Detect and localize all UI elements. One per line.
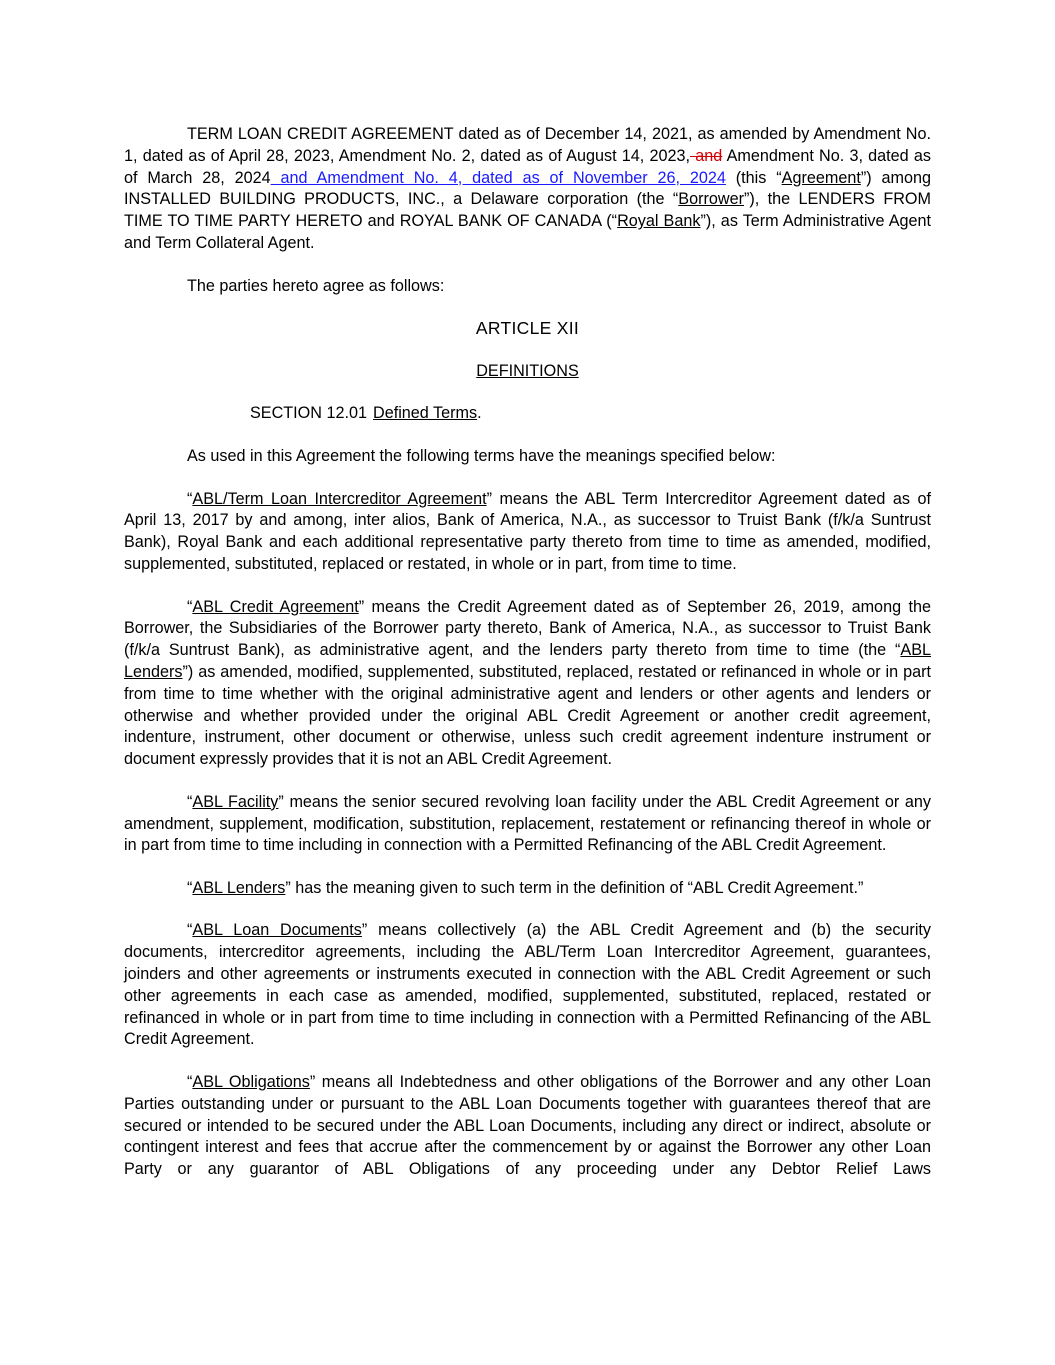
quote-open: “ bbox=[187, 878, 193, 897]
definition-abl-loan-documents bbox=[124, 920, 931, 1051]
defined-term-inline: ABL Lenders bbox=[124, 641, 931, 681]
definition-abl-obligations bbox=[124, 1072, 931, 1181]
deleted-text: and bbox=[690, 146, 723, 165]
definition-abl-lenders bbox=[124, 878, 931, 900]
definition-body: ” means all Indebtedness and other obligations of the Borrower and any other Loan Parties outstanding under or pursuant to the ABL Loan Documents together with guarantees thereof that are secured or intended to be secured under the ABL Loan Documents, including any direct or indirect, absolute or contingent interest and fees that accrue after the commencement by or against the Borrower any other Loan Party or any guarantor of ABL Obligations of any proceeding under any Debtor Relief Laws bbox=[124, 1073, 931, 1179]
defined-term: ABL Loan Documents bbox=[192, 921, 362, 940]
definition-body: ” means the Credit Agreement dated as of September 26, 2019, among the Borrower, the Subsidiaries of the Borrower party thereto, Bank of America, N.A., as successor to Truist Bank (f/k/a Suntrust Bank), as administrative agent, and the lenders party thereto from time to time (the “ bbox=[124, 597, 931, 660]
definition-abl-credit-agreement bbox=[124, 597, 931, 771]
quote-open: “ bbox=[187, 489, 193, 508]
defined-term: ABL Obligations bbox=[192, 1073, 310, 1092]
defined-term: ABL Lenders bbox=[192, 878, 286, 897]
preamble-text: ”) among INSTALLED BUILDING PRODUCTS, INC., a Delaware corporation (the “ bbox=[124, 168, 932, 209]
defined-term-royal-bank: Royal Bank bbox=[617, 212, 701, 231]
preamble-text: ”), the LENDERS FROM TIME TO TIME PARTY HERETO and ROYAL BANK OF CANADA (“ bbox=[124, 190, 931, 231]
quote-open: “ bbox=[187, 1073, 193, 1092]
section-heading bbox=[124, 403, 931, 425]
quote-open: “ bbox=[187, 792, 193, 811]
definition-abl-term-intercreditor bbox=[124, 489, 931, 576]
definition-body: ” means collectively (a) the ABL Credit Agreement and (b) the security documents, intercreditor agreements, including the ABL/Term Loan Intercreditor Agreement, guarantees, joinders and other agreements or instruments executed in connection with the ABL Credit Agreement or such other agreements in each case as amended, modified, supplemented, substituted, replaced, restated or refinanced in whole or in part from time to time including in connection with a Permitted Refinancing of the ABL Credit Agreement. bbox=[124, 921, 932, 1049]
defined-term-agreement: Agreement bbox=[781, 168, 861, 187]
preamble-paragraph bbox=[124, 124, 931, 255]
preamble-text: ”), as Term Administrative Agent and Term Collateral Agent. bbox=[124, 212, 931, 252]
section-title: Defined Terms bbox=[373, 404, 478, 423]
definition-body: ” means the senior secured revolving loan facility under the ABL Credit Agreement or any amendment, supplement, modification, substitution, replacement, restatement or refinancing thereof in whole or in part from time to time including in connection with a Permitted Refinancing of the ABL Credit Agreement. bbox=[124, 792, 931, 855]
defined-term-borrower: Borrower bbox=[678, 190, 744, 209]
parties-agree: The parties hereto agree as follows: bbox=[187, 276, 445, 295]
preamble-text: (this “ bbox=[725, 168, 782, 187]
document-page bbox=[124, 124, 931, 1202]
definition-body: ”) as amended, modified, supplemented, substituted, replaced, restated or refinanced in whole or in part from time to time whether with the original administrative agent and lenders or other agents and lenders or otherwise and whether provided under the original ABL Credit Agreement or another credit agreement, indenture, instrument, other document or otherwise, unless such credit agreement indenture instrument or document expressly provides that it is not an ABL Credit Agreement. bbox=[124, 662, 931, 769]
quote-open: “ bbox=[187, 597, 193, 616]
article-subtitle-text: DEFINITIONS bbox=[476, 361, 579, 380]
definitions-intro: As used in this Agreement the following terms have the meanings specified below: bbox=[187, 446, 776, 465]
definition-body: ” means the ABL Term Intercreditor Agreement dated as of April 13, 2017 by and among, inter alios, Bank of America, N.A., as successor to Truist Bank (f/k/a Suntrust Bank), Royal Bank and each additional representative party thereto from time to time as amended, modified, supplemented, substituted, replaced or restated, in whole or in part, from time to time. bbox=[124, 489, 931, 573]
article-subtitle bbox=[124, 361, 931, 383]
preamble-text: Amendment No. 3, dated as of March 28, 2024 bbox=[124, 146, 931, 187]
definition-body: ” has the meaning given to such term in the definition of “ABL Credit Agreement.” bbox=[285, 878, 864, 897]
section-title-suffix: . bbox=[477, 404, 482, 423]
preamble-text: TERM LOAN CREDIT AGREEMENT dated as of December 14, 2021, as amended by Amendment No. 1, dated as of April 28, 2023, Amendment No. 2, dated as of August 14, 2023, bbox=[124, 125, 931, 165]
inserted-text: and Amendment No. 4, dated as of November 26, 2024 bbox=[270, 168, 726, 187]
article-title: ARTICLE XII bbox=[475, 318, 580, 339]
defined-term: ABL/Term Loan Intercreditor Agreement bbox=[192, 489, 487, 508]
defined-term: ABL Facility bbox=[192, 792, 279, 811]
section-number: SECTION 12.01 bbox=[250, 404, 367, 423]
defined-term: ABL Credit Agreement bbox=[192, 597, 359, 616]
quote-open: “ bbox=[187, 921, 193, 940]
definition-abl-facility bbox=[124, 792, 931, 857]
